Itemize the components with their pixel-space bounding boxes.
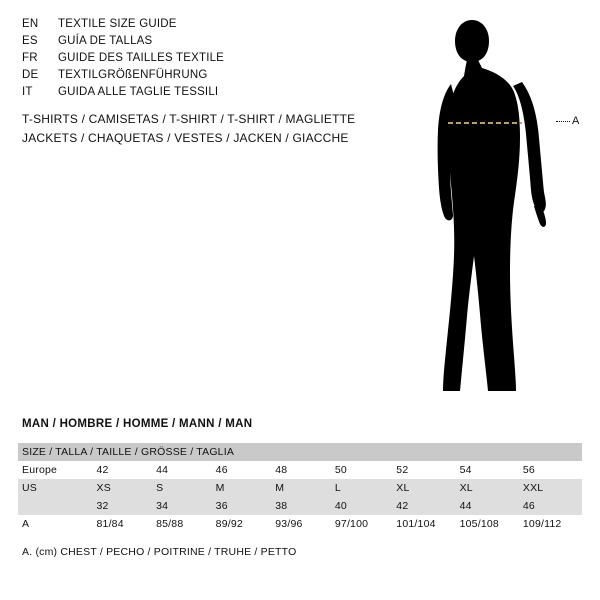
cell: 42 [392, 497, 455, 515]
figure-illustration [410, 10, 600, 410]
cell: 46 [212, 461, 272, 479]
cell: S [152, 479, 212, 497]
cell: 54 [456, 461, 519, 479]
language-code: EN [22, 18, 39, 30]
language-code: ES [22, 35, 38, 47]
cell: 50 [331, 461, 392, 479]
row-label: A [18, 515, 92, 533]
language-text: GUIDA ALLE TAGLIE TESSILI [58, 86, 219, 98]
cell: 46 [519, 497, 582, 515]
cell: M [271, 479, 331, 497]
row-label [18, 497, 92, 515]
language-text: TEXTILE SIZE GUIDE [58, 18, 177, 30]
cell: 44 [456, 497, 519, 515]
language-row [22, 84, 402, 101]
cell: 105/108 [456, 515, 519, 533]
cell: XL [392, 479, 455, 497]
cell: 44 [152, 461, 212, 479]
language-code: DE [22, 69, 39, 81]
table-row [18, 515, 582, 533]
language-list [22, 16, 402, 101]
language-row [22, 50, 402, 67]
language-row [22, 67, 402, 84]
cell: 93/96 [271, 515, 331, 533]
category-line-tshirts: T-SHIRTS / CAMISETAS / T-SHIRT / T-SHIRT / MAGLIETTE [22, 112, 356, 126]
table-header-cell: SIZE / TALLA / TAILLE / GRÖSSE / TAGLIA [18, 443, 582, 461]
cell: 32 [92, 497, 152, 515]
table-row [18, 461, 582, 479]
row-label: US [18, 479, 92, 497]
table-row [18, 479, 582, 497]
table-header [18, 443, 582, 461]
cell: 38 [271, 497, 331, 515]
cell: XL [456, 479, 519, 497]
cell: XS [92, 479, 152, 497]
row-label: Europe [18, 461, 92, 479]
table-title: MAN / HOMBRE / HOMME / MANN / MAN [22, 418, 253, 430]
language-row [22, 33, 402, 50]
measure-label-a: A [572, 115, 580, 127]
size-table [18, 443, 582, 533]
cell: 52 [392, 461, 455, 479]
cell: 40 [331, 497, 392, 515]
male-body-silhouette-icon [410, 10, 600, 410]
cell: 85/88 [152, 515, 212, 533]
cell: 34 [152, 497, 212, 515]
language-code: IT [22, 86, 33, 98]
cell: XXL [519, 479, 582, 497]
language-row [22, 16, 402, 33]
cell: M [212, 479, 272, 497]
cell: 56 [519, 461, 582, 479]
language-text: GUÍA DE TALLAS [58, 35, 153, 47]
cell: 97/100 [331, 515, 392, 533]
cell: 36 [212, 497, 272, 515]
language-code: FR [22, 52, 38, 64]
measure-leader-line [556, 121, 570, 122]
cell: 89/92 [212, 515, 272, 533]
table-row [18, 497, 582, 515]
category-list [22, 110, 442, 148]
cell: 42 [92, 461, 152, 479]
language-text: GUIDE DES TAILLES TEXTILE [58, 52, 225, 64]
cell: 48 [271, 461, 331, 479]
cell: 81/84 [92, 515, 152, 533]
language-text: TEXTILGRÖßENFÜHRUNG [58, 69, 208, 81]
cell: 101/104 [392, 515, 455, 533]
cell: L [331, 479, 392, 497]
table-header-row [18, 443, 582, 461]
category-line-jackets: JACKETS / CHAQUETAS / VESTES / JACKEN / GIACCHE [22, 131, 349, 145]
footnote: A. (cm) CHEST / PECHO / POITRINE / TRUHE / PETTO [22, 546, 297, 558]
cell: 109/112 [519, 515, 582, 533]
table-body [18, 461, 582, 533]
